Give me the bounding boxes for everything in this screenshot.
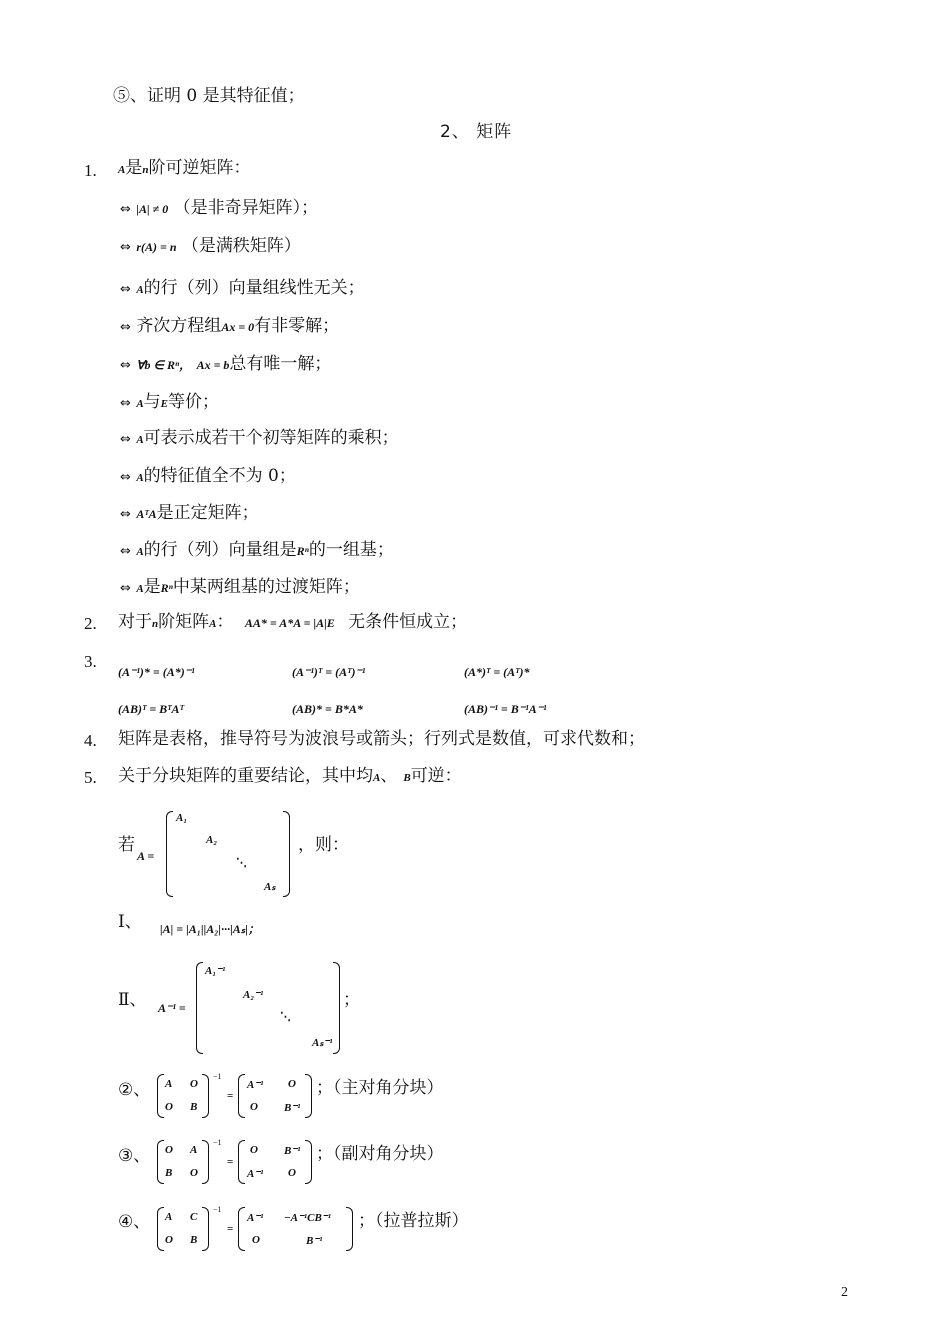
case-2-lhs-right-paren <box>202 1074 209 1118</box>
item-1-number: 1. <box>84 161 97 180</box>
case-4-inv: −1 <box>213 1205 222 1214</box>
case-4-rhs-11: A⁻¹ <box>247 1212 264 1224</box>
case-4-rhs-12: −A⁻¹CB⁻¹ <box>284 1212 331 1224</box>
diag-dots: ⋱ <box>236 857 247 869</box>
case-4-rhs-right-paren <box>346 1207 353 1251</box>
result-2-label: Ⅱ、 <box>118 990 147 1010</box>
item-1-line-2: ⇔ r(A) = n （是满秩矩阵） <box>120 236 301 256</box>
formula-6: (AB)⁻¹ = B⁻¹A⁻¹ <box>464 702 547 716</box>
item-5-text: 关于分块矩阵的重要结论，其中均A、 B可逆： <box>118 766 462 786</box>
diag-as: Aₛ <box>264 881 276 893</box>
item-3-number: 3. <box>84 652 97 671</box>
if-label: 若 <box>118 835 135 855</box>
diag-inv-a2: A₂⁻¹ <box>243 989 264 1001</box>
result-1-formula: |A| = |A₁||A₂|···|Aₛ|； <box>160 922 260 936</box>
case-4-rhs-21: O <box>252 1234 260 1246</box>
case-2-inv: −1 <box>213 1072 222 1081</box>
item-1-head: A是n阶可逆矩阵： <box>118 158 251 178</box>
item-1-line-6: ⇔ A与E等价； <box>120 392 219 412</box>
case-3-lhs-left-paren <box>157 1140 164 1184</box>
matrix-a-left-paren <box>166 811 173 897</box>
case-4-lhs-21: O <box>165 1234 173 1246</box>
case-2-eq: = <box>227 1090 234 1102</box>
item-2-text: 对于n阶矩阵A： AA* = A*A = |A|E 无条件恒成立； <box>118 612 468 632</box>
case-2-rhs-22: B⁻¹ <box>284 1102 301 1114</box>
case-4-lhs-12: C <box>190 1211 198 1223</box>
item-1-line-11: ⇔ A是Rⁿ中某两组基的过渡矩阵； <box>120 577 360 597</box>
matrix-inv-right-paren <box>333 962 340 1054</box>
case-2-rhs-12: O <box>288 1078 296 1090</box>
case-4-label: ④、 <box>118 1212 151 1232</box>
section-title: 2、 矩阵 <box>440 122 513 142</box>
item-1-line-8: ⇔ A的特征值全不为 0； <box>120 466 296 486</box>
case-2-rhs-left-paren <box>238 1074 245 1118</box>
case-4-eq: = <box>227 1223 234 1235</box>
item-2-number: 2. <box>84 614 97 633</box>
item-4-text: 矩阵是表格，推导符号为波浪号或箭头；行列式是数值，可求代数和； <box>118 729 645 749</box>
matrix-a-right-paren <box>283 811 290 897</box>
case-3-rhs-22: O <box>288 1167 296 1179</box>
case-2-rhs-11: A⁻¹ <box>247 1079 264 1091</box>
case-2-rhs-right-paren <box>305 1074 312 1118</box>
case-3-lhs-22: O <box>190 1167 198 1179</box>
result-2-end: ； <box>343 990 360 1010</box>
case-3-rhs-right-paren <box>305 1140 312 1184</box>
case-2-lhs-11: A <box>165 1078 173 1090</box>
case-4-lhs-left-paren <box>157 1207 164 1251</box>
item-1-line-1: ⇔ |A| ≠ 0 （是非奇异矩阵）； <box>120 198 319 218</box>
case-3-rhs-12: B⁻¹ <box>284 1145 301 1157</box>
case-4-rhs-left-paren <box>238 1207 245 1251</box>
diag-a2: A₂ <box>206 834 218 846</box>
formula-5: (AB)* = B*A* <box>292 702 363 716</box>
a-equals: A = <box>137 849 155 863</box>
item-1-line-10: ⇔ A的行（列）向量组是Rⁿ的一组基； <box>120 540 394 560</box>
case-2-label: ②、 <box>118 1080 151 1100</box>
case-3-rhs-11: O <box>250 1144 258 1156</box>
case-2-note: ；（主对角分块） <box>316 1078 444 1098</box>
formula-1: (A⁻¹)* = (A*)⁻¹ <box>118 665 195 679</box>
case-3-lhs-12: A <box>190 1144 198 1156</box>
case-2-lhs-22: B <box>190 1101 198 1113</box>
case-2-lhs-left-paren <box>157 1074 164 1118</box>
case-2-rhs-21: O <box>250 1101 258 1113</box>
result-2-lhs: A⁻¹ = <box>158 1001 186 1015</box>
case-2-lhs-12: O <box>190 1078 198 1090</box>
case-4-lhs-right-paren <box>202 1207 209 1251</box>
result-1-label: Ⅰ、 <box>118 912 142 932</box>
diag-inv-as: Aₛ⁻¹ <box>312 1037 333 1049</box>
case-4-rhs-22: B⁻¹ <box>306 1235 323 1247</box>
item-1-line-7: ⇔ A可表示成若干个初等矩阵的乘积； <box>120 428 399 448</box>
item-1-line-9: ⇔ AᵀA是正定矩阵； <box>120 503 259 523</box>
item-1-line-4: ⇔ 齐次方程组Ax = 0有非零解； <box>120 316 340 336</box>
item-1-line-3: ⇔ A的行（列）向量组线性无关； <box>120 278 365 298</box>
case-4-lhs-22: B <box>190 1234 198 1246</box>
item-5-number: 5. <box>84 768 97 787</box>
case-4-note: ；（拉普拉斯） <box>358 1211 469 1231</box>
case-2-lhs-21: O <box>165 1101 173 1113</box>
case-4-lhs-11: A <box>165 1211 173 1223</box>
then-label: ，则： <box>298 835 349 855</box>
formula-2: (A⁻¹)ᵀ = (Aᵀ)⁻¹ <box>292 665 366 679</box>
formula-3: (A*)ᵀ = (Aᵀ)* <box>464 665 530 679</box>
formula-4: (AB)ᵀ = BᵀAᵀ <box>118 702 184 716</box>
matrix-inv-left-paren <box>196 962 203 1054</box>
case-3-note: ；（副对角分块） <box>316 1144 444 1164</box>
case-3-lhs-11: O <box>165 1144 173 1156</box>
case-3-rhs-21: A⁻¹ <box>247 1168 264 1180</box>
diag-inv-dots: ⋱ <box>280 1011 291 1023</box>
case-3-lhs-right-paren <box>202 1140 209 1184</box>
page-number: 2 <box>841 1285 848 1300</box>
case-3-eq: = <box>227 1156 234 1168</box>
item-1-line-5: ⇔ ∀b ∈ Rⁿ， Ax = b总有唯一解； <box>120 354 332 374</box>
case-3-lhs-21: B <box>165 1167 173 1179</box>
item-5-prev-text: ⑤、证明 0 是其特征值； <box>113 86 305 106</box>
item-4-number: 4. <box>84 731 97 750</box>
case-3-inv: −1 <box>213 1138 222 1147</box>
case-3-rhs-left-paren <box>238 1140 245 1184</box>
diag-a1: A₁ <box>176 812 188 824</box>
diag-inv-a1: A₁⁻¹ <box>205 965 226 977</box>
case-3-label: ③、 <box>118 1146 151 1166</box>
